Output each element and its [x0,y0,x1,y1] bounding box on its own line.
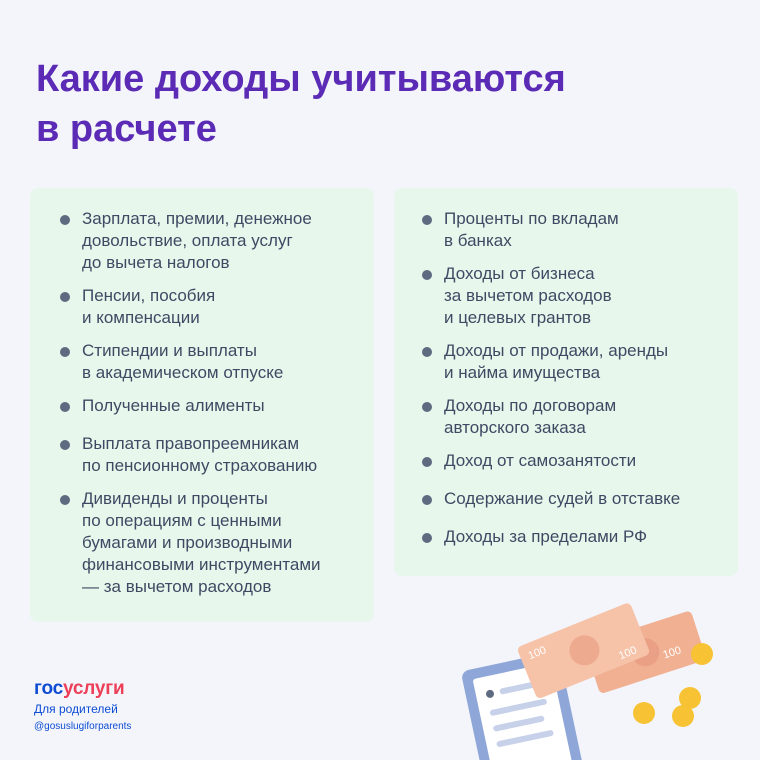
logo-part-uslugi: услуги [63,678,125,699]
income-list-left [60,208,360,609]
coin-icon [691,643,713,665]
brand-handle: @gosuslugiforparents [34,721,132,732]
logo-part-gos: гос [34,678,63,699]
list-item: Стипендии и выплаты в академическом отпуске [60,340,360,384]
list-item: Содержание судей в отставке [422,488,722,510]
list-item: Дивиденды и проценты по операциям с ценными бумагами и производными финансовыми инструментами — за вычетом расходов [60,488,360,598]
income-list-right [422,208,722,559]
banknote-label: 100 [617,644,639,663]
list-item: Доходы от продажи, аренды и найма имущества [422,340,722,384]
page-title-text: Какие доходы учитываются в расчете [36,58,566,150]
banknote-icon [516,602,650,700]
money-illustration [450,600,760,760]
list-item: Выплата правопреемникам по пенсионному страхованию [60,433,360,477]
income-card-right [394,188,738,576]
banknote-label: 100 [661,644,683,662]
list-item: Пенсии, пособия и компенсации [60,285,360,329]
list-item: Полученные алименты [60,395,360,417]
gosuslugi-logo [34,678,131,700]
brand-subtitle: Для родителей [34,702,118,716]
coin-icon [672,705,694,727]
list-item: Доходы от бизнеса за вычетом расходов и целевых грантов [422,263,722,329]
list-item: Доходы за пределами РФ [422,526,722,548]
coin-icon [633,702,655,724]
list-item: Проценты по вкладам в банках [422,208,722,252]
list-item: Доход от самозанятости [422,450,722,472]
banknote-label: 100 [526,644,549,663]
page-title [36,54,656,154]
brand-block [34,678,131,732]
list-item: Зарплата, премии, денежное довольствие, оплата услуг до вычета налогов [60,208,360,274]
income-card-left [30,188,374,622]
list-item: Доходы по договорам авторского заказа [422,395,722,439]
